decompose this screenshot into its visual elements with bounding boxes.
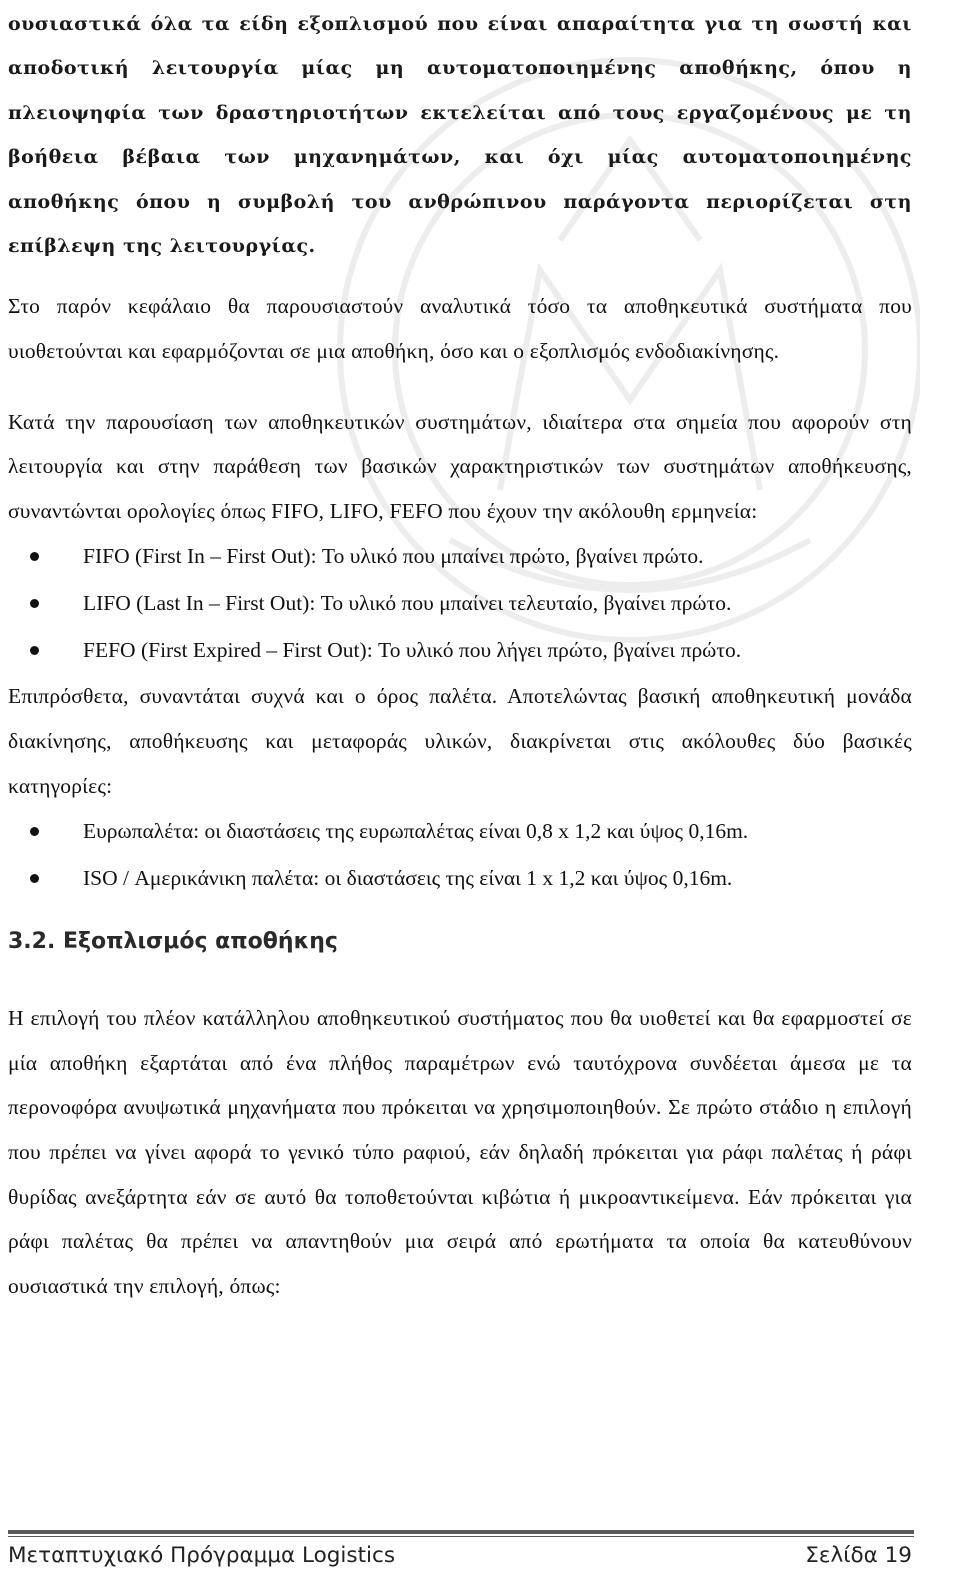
list-item [8,580,912,627]
footer-rule [8,1530,914,1534]
footer-page-number: Σελίδα 19 [805,1543,912,1568]
list-item [8,808,912,855]
bullet-icon [30,599,39,608]
bold-intro-paragraph: ουσιαστικά όλα τα είδη εξοπλισμού που είναι απαραίτητα για τη σωστή και αποδοτική λειτουργία μίας μη αυτοματοποιημένης αποθήκης, όπου η πλειοψηφία των δραστηριοτήτων εκτελείται από τους εργαζομένους με τη βοήθεια βέβαια των μηχανημάτων, και όχι μίας αυτοματοποιημένης αποθήκης όπου η συμβολή του ανθρώπινου παράγοντα περιορίζεται στη επίβλεψη της λειτουργίας. [8,13,912,258]
terms-intro-paragraph: Κατά την παρουσίαση των αποθηκευτικών συστημάτων, ιδιαίτερα στα σημεία που αφορούν στη λειτουργία και στην παράθεση των βασικών χαρακτηριστικών των συστημάτων αποθήκευσης, συναντώνται ορολογίες όπως FIFO, LIFO, FEFO που έχουν την ακόλουθη ερμηνεία: [8,409,912,523]
list-item-text: FEFO (First Expired – First Out): Το υλικό που λήγει πρώτο, βγαίνει πρώτο. [83,638,742,663]
equipment-paragraph: Η επιλογή του πλέον κατάλληλου αποθηκευτικού συστήματος που θα υιοθετεί και θα εφαρμοστεί σε μία αποθήκη εξαρτάται από ένα πλήθος παραμέτρων ενώ ταυτόχρονα συνδέεται άμεσα με τα περονοφόρα ανυψωτικά μηχανήματα που πρόκειται να χρησιμοποιηθούν. Σε πρώτο στάδιο η επιλογή που πρέπει να γίνει αφορά το γενικό τύπο ραφιού, εάν δηλαδή πρόκειται για ράφι παλέτας ή ράφι θυρίδας ανεξάρτητα εάν σε αυτό θα τοποθετούνται κιβώτια ή μικροαντικείμενα. Εάν πρόκειται για ράφι παλέτας θα πρέπει να απαντηθούν μια σειρά από ερωτήματα τα οποία θα κατευθύνουν ουσιαστικά την επιλογή, όπως: [8,1006,912,1298]
list-item-text: FIFO (First In – First Out): Το υλικό που μπαίνει πρώτο, βγαίνει πρώτο. [83,544,704,569]
pallet-list [8,808,912,902]
pallet-intro-paragraph: Επιπρόσθετα, συναντάται συχνά και ο όρος παλέτα. Αποτελώντας βασική αποθηκευτική μονάδα διακίνησης, αποθήκευσης και μεταφοράς υλικών, διακρίνεται στις ακόλουθες δύο βασικές κατηγορίες: [8,684,912,798]
list-item-text: ISO / Αμερικάνικη παλέτα: οι διαστάσεις της είναι 1 x 1,2 και ύψος 0,16m. [83,866,733,891]
list-item-text: Ευρωπαλέτα: οι διαστάσεις της ευρωπαλέτας είναι 0,8 x 1,2 και ύψος 0,16m. [83,819,749,844]
footer-program-name: Μεταπτυχιακό Πρόγραμμα Logistics [8,1543,396,1568]
bullet-icon [30,874,39,883]
document-body [8,0,912,1308]
list-item [8,855,912,902]
chapter-intro-paragraph: Στο παρόν κεφάλαιο θα παρουσιαστούν αναλυτικά τόσο τα αποθηκευτικά συστήματα που υιοθετούνται και εφαρμόζονται σε μια αποθήκη, όσο και ο εξοπλισμός ενδοδιακίνησης. [8,294,912,364]
section-heading: 3.2. Εξοπλισμός αποθήκης [8,929,338,955]
list-item [8,533,912,580]
bullet-icon [30,552,39,561]
bullet-icon [30,646,39,655]
terms-list [8,533,912,674]
bullet-icon [30,827,39,836]
list-item [8,627,912,674]
list-item-text: LIFO (Last In – First Out): Το υλικό που μπαίνει τελευταίο, βγαίνει πρώτο. [83,591,732,616]
footer-rule-thin [8,1536,914,1537]
